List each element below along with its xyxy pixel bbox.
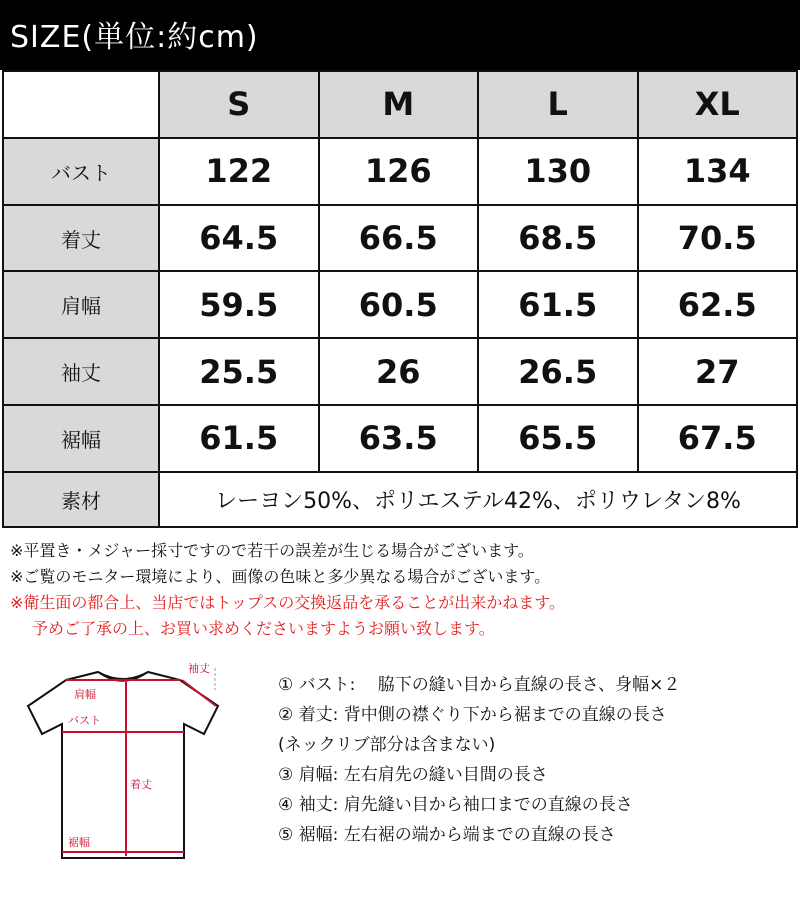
material-label: 素材 [3, 472, 159, 527]
table-cell: 59.5 [159, 271, 319, 338]
table-cell: 62.5 [638, 271, 798, 338]
legend-item: (ネックリブ部分は含まない) [278, 735, 496, 755]
material-row [3, 472, 797, 527]
table-cell: 26 [319, 338, 479, 405]
column-header-s: S [159, 71, 319, 138]
table-row [3, 338, 797, 405]
table-header-row [3, 71, 797, 138]
tshirt-measurement-diagram [18, 660, 228, 870]
column-header-l: L [478, 71, 638, 138]
size-table [2, 70, 798, 528]
table-cell: 134 [638, 138, 798, 205]
table-cell: 63.5 [319, 405, 479, 472]
note-monitor: ※ご覧のモニター環境により、画像の色味と多少異なる場合がございます。 [10, 567, 551, 586]
legend-item: ② 着丈: 背中側の襟ぐり下から裾までの直線の長さ [278, 705, 667, 725]
table-cell: 27 [638, 338, 798, 405]
table-row [3, 405, 797, 472]
row-label: バスト [3, 138, 159, 205]
table-cell: 64.5 [159, 205, 319, 272]
row-label: 裾幅 [3, 405, 159, 472]
row-label: 肩幅 [3, 271, 159, 338]
legend-item: ③ 肩幅: 左右肩先の縫い目間の長さ [278, 765, 548, 785]
table-cell: 61.5 [478, 271, 638, 338]
sleeve-label: 袖丈 [188, 662, 210, 675]
table-cell: 61.5 [159, 405, 319, 472]
legend-item: ④ 袖丈: 肩先縫い目から袖口までの直線の長さ [278, 795, 633, 815]
table-cell: 25.5 [159, 338, 319, 405]
bust-label: バスト [68, 714, 101, 727]
note-measurement: ※平置き・メジャー採寸ですので若干の誤差が生じる場合がございます。 [10, 541, 534, 560]
table-cell: 26.5 [478, 338, 638, 405]
column-header-m: M [319, 71, 479, 138]
row-label: 袖丈 [3, 338, 159, 405]
table-cell: 130 [478, 138, 638, 205]
table-cell: 65.5 [478, 405, 638, 472]
table-cell: 126 [319, 138, 479, 205]
length-label: 着丈 [130, 778, 152, 791]
row-label: 着丈 [3, 205, 159, 272]
table-cell: 66.5 [319, 205, 479, 272]
material-value: レーヨン50%、ポリエステル42%、ポリウレタン8% [159, 472, 797, 527]
note-no-returns: ※衛生面の都合上、当店ではトップスの交換返品を承ることが出来かねます。 [10, 593, 566, 612]
table-cell: 60.5 [319, 271, 479, 338]
table-row [3, 205, 797, 272]
table-cell: 70.5 [638, 205, 798, 272]
table-cell: 67.5 [638, 405, 798, 472]
note-acknowledge: 予めご了承の上、お買い求めくださいますようお願い致します。 [32, 619, 495, 638]
table-cell: 68.5 [478, 205, 638, 272]
table-corner-cell [3, 71, 159, 138]
notes [10, 538, 565, 642]
column-header-xl: XL [638, 71, 798, 138]
header-bar [0, 0, 800, 70]
measurement-legend [278, 670, 680, 850]
legend-item: ⑤ 裾幅: 左右裾の端から端までの直線の長さ [278, 825, 616, 845]
hem-label: 裾幅 [68, 836, 90, 849]
legend-item: ① バスト: 脇下の縫い目から直線の長さ、身幅×２ [278, 675, 681, 695]
table-cell: 122 [159, 138, 319, 205]
table-row [3, 271, 797, 338]
header-title: SIZE(単位:約cm) [10, 20, 259, 55]
table-row [3, 138, 797, 205]
shoulder-label: 肩幅 [74, 688, 96, 701]
tshirt-outline [28, 672, 218, 858]
